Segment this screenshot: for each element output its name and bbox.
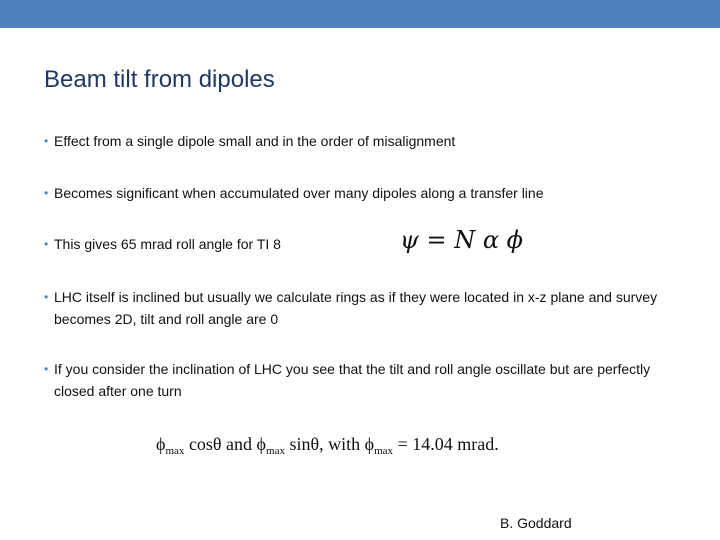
bullet-icon: • xyxy=(44,362,49,376)
bullet-text: This gives 65 mrad roll angle for TI 8 xyxy=(54,236,281,252)
slide-title: Beam tilt from dipoles xyxy=(44,66,275,93)
formula-sin-text: sinθ, with xyxy=(284,434,365,454)
bullet-text: LHC itself is inclined but usually we calculate rings as if they were located in x-z plane and survey becomes 2D, tilt and roll angle are 0 xyxy=(54,289,658,327)
formula-cos-text: cosθ and xyxy=(184,434,257,454)
author-credit: B. Goddard xyxy=(500,515,572,531)
phi-symbol: ϕ xyxy=(156,434,166,454)
bullet-icon: • xyxy=(44,237,49,251)
bullet-item-3 xyxy=(44,233,684,255)
phi-symbol: ϕ xyxy=(364,434,375,454)
bullet-text: If you consider the inclination of LHC you see that the tilt and roll angle oscillate but are perfectly closed after one turn xyxy=(54,361,651,399)
max-subscript: max xyxy=(165,445,185,457)
top-banner xyxy=(0,0,720,28)
bullet-icon: • xyxy=(44,134,49,148)
bullet-item-2 xyxy=(44,182,684,204)
bullet-item-5 xyxy=(44,358,684,402)
bullet-item-4 xyxy=(44,286,684,330)
bullet-item-1 xyxy=(44,130,684,152)
formula-value-text: = 14.04 mrad. xyxy=(393,434,499,454)
oscillation-formula xyxy=(156,434,499,457)
bullet-icon: • xyxy=(44,290,49,304)
max-subscript: max xyxy=(374,445,394,457)
max-subscript: max xyxy=(266,445,285,457)
bullet-text: Becomes significant when accumulated over many dipoles along a transfer line xyxy=(54,185,544,201)
bullet-icon: • xyxy=(44,186,49,200)
bullet-text: Effect from a single dipole small and in the order of misalignment xyxy=(54,133,456,149)
roll-angle-formula: ψ = N α ϕ xyxy=(400,226,524,254)
phi-symbol: ϕ xyxy=(256,434,267,454)
